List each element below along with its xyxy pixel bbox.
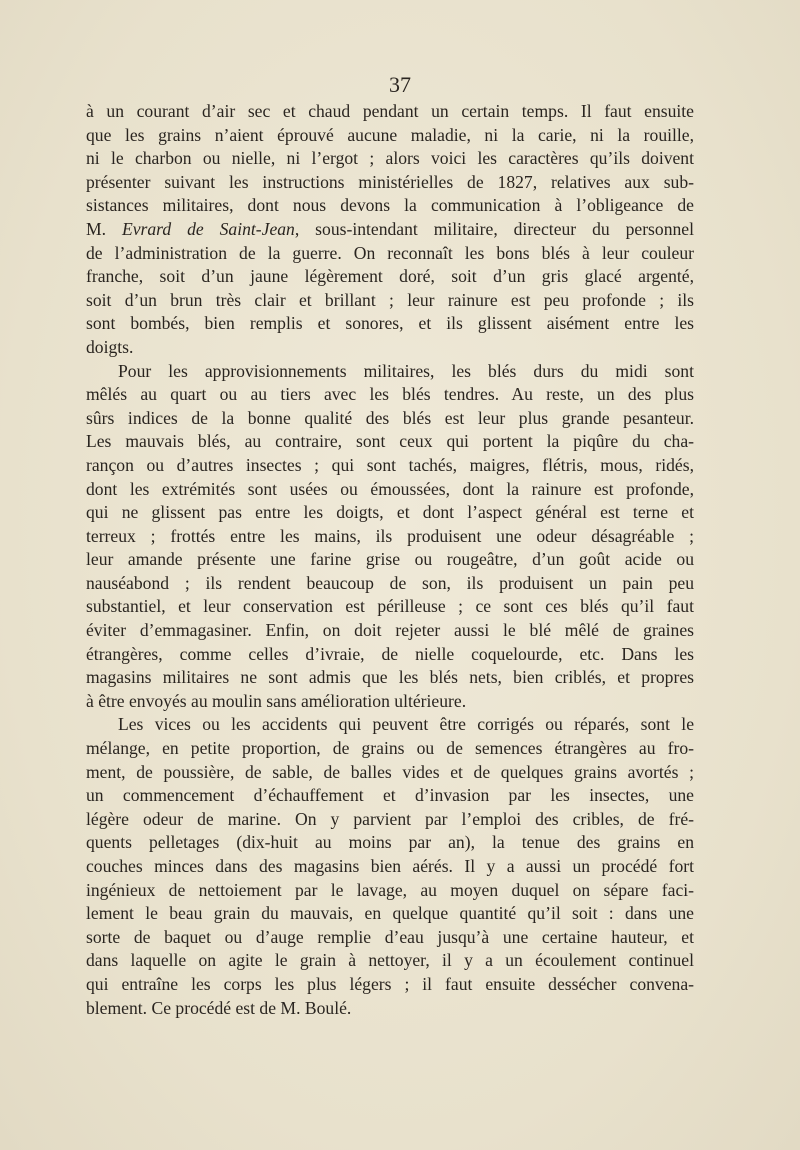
text-line: terreux ; frottés entre les mains, ils produisent une odeur désagréable ; <box>86 525 694 546</box>
text-line: Les vices ou les accidents qui peuvent être corrigés ou réparés, sont le <box>118 714 694 735</box>
text-line: rançon ou d’autres insectes ; qui sont tachés, maigres, flétris, mous, ridés, <box>86 454 694 475</box>
text-line: leur amande présente une farine grise ou rougeâtre, d’un goût acide ou <box>86 549 694 570</box>
text-line: ingénieux de nettoiement par le lavage, au moyen duquel on sépare faci- <box>86 879 694 900</box>
text-line: magasins militaires ne sont admis que les blés nets, bien criblés, et propres <box>86 667 694 688</box>
paragraph <box>86 360 694 714</box>
text-line: franche, soit d’un jaune légèrement doré, soit d’un gris glacé argenté, <box>86 266 694 287</box>
text-line: présenter suivant les instructions ministérielles de 1827, relatives aux sub- <box>86 171 694 192</box>
text-line: Les mauvais blés, au contraire, sont ceux qui portent la piqûre du cha- <box>86 431 694 452</box>
text-line: doigts. <box>86 336 134 357</box>
paragraph <box>86 713 694 1020</box>
text-line: Pour les approvisionnements militaires, les blés durs du midi sont <box>118 360 694 381</box>
text-line: soit d’un brun très clair et brillant ; leur rainure est peu profonde ; ils <box>86 289 694 310</box>
text-line: ni le charbon ou nielle, ni l’ergot ; alors voici les caractères qu’ils doivent <box>86 148 694 169</box>
text-line: lement le beau grain du mauvais, en quelque quantité qu’il soit : dans une <box>86 903 694 924</box>
text-line: sûrs indices de la bonne qualité des blés est leur plus grande pesanteur. <box>86 407 694 428</box>
text-line: à un courant d’air sec et chaud pendant un certain temps. Il faut ensuite <box>86 101 694 121</box>
text-line: étrangères, comme celles d’ivraie, de nielle coquelourde, etc. Dans les <box>86 643 694 664</box>
paragraph <box>86 100 694 360</box>
text-line: que les grains n’aient éprouvé aucune maladie, ni la carie, ni la rouille, <box>86 124 694 145</box>
text-line: mélange, en petite proportion, de grains ou de semences étrangères au fro- <box>86 738 694 759</box>
text-line: nauséabond ; ils rendent beaucoup de son, ils produisent un pain peu <box>86 572 694 593</box>
text-line: substantiel, et leur conservation est périlleuse ; ce sont ces blés qu’il faut <box>86 596 694 617</box>
text-line: de l’administration de la guerre. On reconnaît les bons blés à leur couleur <box>86 242 694 263</box>
text-line: qui entraîne les corps les plus légers ; il faut ensuite dessécher convena- <box>86 973 694 994</box>
body-text <box>86 100 694 1020</box>
text-line: dans laquelle on agite le grain à nettoyer, il y a un écoulement continuel <box>86 950 694 971</box>
text-line: à être envoyés au moulin sans amélioration ultérieure. <box>86 690 467 711</box>
text-line: qui ne glissent pas entre les doigts, et dont l’aspect général est terne et <box>86 502 694 523</box>
text-line: sistances militaires, dont nous devons la communication à l’obligeance de <box>86 195 694 216</box>
text-line: légère odeur de marine. On y parvient par l’emploi des cribles, de fré- <box>86 808 694 829</box>
text-line: éviter d’emmagasiner. Enfin, on doit rejeter aussi le blé mêlé de graines <box>86 620 694 641</box>
text-line: un commencement d’échauffement et d’invasion par les insectes, une <box>86 785 694 806</box>
text-line: dont les extrémités sont usées ou émoussées, dont la rainure est profonde, <box>86 478 694 499</box>
text-line: couches minces dans des magasins bien aérés. Il y a aussi un procédé fort <box>86 856 694 876</box>
text-line: mêlés au quart ou au tiers avec les blés tendres. Au reste, un des plus <box>86 384 694 405</box>
text-line: quents pelletages (dix-huit au moins par an), la tenue des grains en <box>86 832 694 853</box>
text-line: blement. Ce procédé est de M. Boulé. <box>86 997 352 1018</box>
text-line: M. Evrard de Saint-Jean, sous-intendant militaire, directeur du personnel <box>86 218 694 239</box>
text-line: ment, de poussière, de sable, de balles vides et de quelques grains avortés ; <box>86 761 694 782</box>
text-line: sorte de baquet ou d’auge remplie d’eau jusqu’à une certaine hauteur, et <box>86 926 694 947</box>
page-number: 37 <box>389 72 411 97</box>
text-line: sont bombés, bien remplis et sonores, et ils glissent aisément entre les <box>86 313 694 334</box>
